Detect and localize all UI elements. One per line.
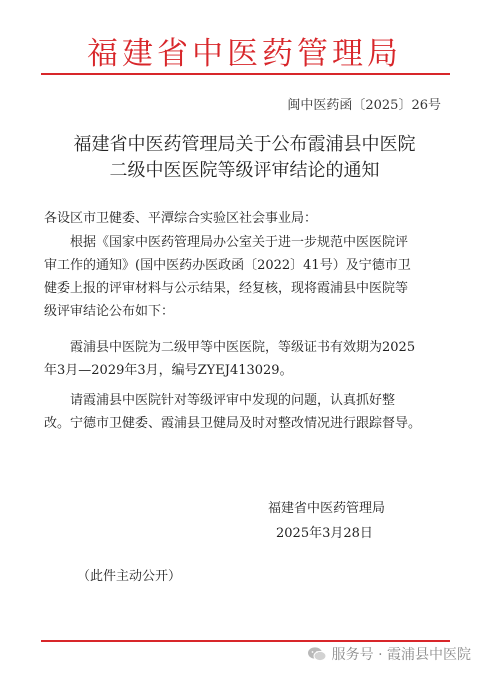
paragraph-1-line-2: 审工作的通知》(国中医药办医政函〔2022〕41号）及宁德市卫 xyxy=(44,258,411,273)
paragraph-1-line-3: 健委上报的评审材料与公示结果，经复核，现将霞浦县中医院等 xyxy=(44,281,409,296)
paragraph-1-line-4: 级评审结论公布如下： xyxy=(44,304,175,319)
signature-org: 福建省中医药管理局 xyxy=(268,501,386,516)
signature-date: 2025年3月28日 xyxy=(276,526,373,541)
salutation xyxy=(44,207,444,230)
paragraph-2-line-1: 霞浦县中医院为二级甲等中医医院，等级证书有效期为2025 xyxy=(70,340,416,355)
header-divider xyxy=(41,73,450,75)
document-title-line-2: 二级中医医院等级评审结论的通知 xyxy=(109,160,380,181)
footer-divider xyxy=(41,640,450,642)
document-title-line-1: 福建省中医药管理局关于公布霞浦县中医院 xyxy=(73,134,416,155)
wechat-icon xyxy=(307,646,327,662)
footer-watermark xyxy=(307,644,471,664)
footer-watermark-text: 服务号 · 霞浦县中医院 xyxy=(331,647,471,663)
document-number: 闽中医药函〔2025〕26号 xyxy=(287,98,441,113)
paragraph-3-line-2: 改。宁德市卫健委、霞浦县卫健局及时对整改情况进行跟踪督导。 xyxy=(44,416,422,431)
document-title xyxy=(0,132,489,184)
salutation-text: 各设区市卫健委、平潭综合实验区社会事业局： xyxy=(44,211,318,226)
paragraph-2-line-2: 年3月—2029年3月，编号ZYEJ413029。 xyxy=(44,363,293,378)
paragraph-2 xyxy=(44,336,444,382)
paragraph-3-line-1: 请霞浦县中医院针对等级评审中发现的问题，认真抓好整 xyxy=(70,393,396,408)
public-note: （此件主动公开） xyxy=(77,569,182,584)
paragraph-1 xyxy=(44,231,444,323)
header-title: 福建省中医药管理局 xyxy=(87,36,402,72)
paragraph-1-line-1: 根据《国家中医药管理局办公室关于进一步规范中医医院评 xyxy=(70,235,409,250)
paragraph-3 xyxy=(44,389,444,435)
